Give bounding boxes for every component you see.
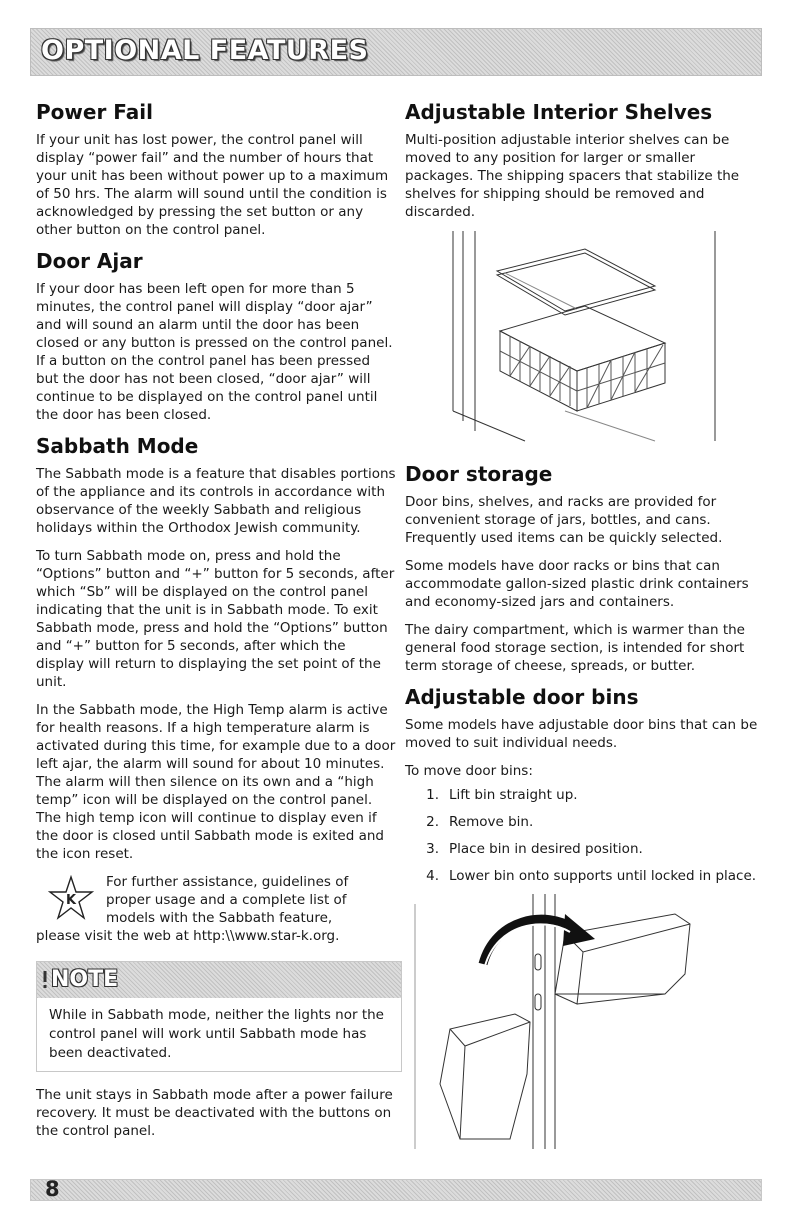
note-title: NOTE [51, 967, 119, 992]
star-k-link-text: please visit the web at http:\\www.star-k.org. [36, 928, 340, 944]
note-header [37, 962, 401, 998]
sabbath-section [36, 434, 396, 945]
left-column [36, 100, 396, 1150]
star-k-icon [48, 875, 94, 921]
exclamation-icon [41, 971, 49, 989]
door-bins-illustration [405, 894, 765, 1153]
sabbath-instructions: To turn Sabbath mode on, press and hold the “Options” button and “+” button for 5 seconds, after which “Sb” will be displayed on the control panel indicating that the unit is in Sabbath mode. To exit Sabbath mode, press and hold the “Options” button and “+” button for 5 seconds, after which the display will return to displaying the set point of the unit. [36, 548, 395, 690]
shelves-text: Multi-position adjustable interior shelves can be moved to any position for larger or smaller packages. The shipping spacers that stabilize the shelves for shipping should be removed and discarded. [405, 132, 740, 220]
note-text: While in Sabbath mode, neither the lights nor the control panel will work until Sabbath mode has been deactivated. [49, 1007, 384, 1061]
star-k-text: For further assistance, guidelines of proper usage and a complete list of models with the Sabbath feature, [106, 874, 349, 926]
door-bins-text: Some models have adjustable door bins that can be moved to suit individual needs. [405, 717, 758, 751]
step-item [405, 840, 765, 858]
door-storage-text-2: Some models have door racks or bins that can accommodate gallon-sized plastic drink containers and economy-sized jars and containers. [405, 558, 749, 610]
page-number: 8 [45, 1177, 60, 1201]
door-bins-instructions: To move door bins: [405, 763, 533, 779]
note-box [36, 961, 402, 1072]
door-bins-section [405, 685, 765, 885]
step-text: Lift bin straight up. [449, 787, 578, 803]
right-column [405, 100, 765, 1165]
step-number: 3. [426, 841, 439, 857]
sabbath-intro: The Sabbath mode is a feature that disables portions of the appliance and its controls in accordance with observance of the weekly Sabbath and religious holidays within the Orthodox Jewish community. [36, 466, 396, 536]
step-number: 4. [426, 868, 439, 884]
door-ajar-heading: Door Ajar [36, 249, 143, 273]
shelves-heading: Adjustable Interior Shelves [405, 100, 713, 124]
door-storage-text-1: Door bins, shelves, and racks are provided for convenient storage of jars, bottles, and cans. Frequently used items can be quickly selected. [405, 494, 723, 546]
sabbath-heading: Sabbath Mode [36, 434, 199, 458]
power-fail-heading: Power Fail [36, 100, 153, 124]
shelves-section [405, 100, 765, 221]
door-storage-text-3: The dairy compartment, which is warmer than the general food storage section, is intended for short term storage of cheese, spreads, or butter. [405, 622, 745, 674]
star-k-letter: K [65, 893, 77, 908]
door-ajar-text: If your door has been left open for more than 5 minutes, the control panel will display “door ajar” and will sound an alarm until the door has been closed or any button is pressed on the control panel. If a button on the control panel has been pressed but the door has not been closed, “door ajar” will continue to be displayed on the control panel until the door has been closed. [36, 281, 393, 423]
step-text: Remove bin. [449, 814, 534, 830]
step-number: 1. [426, 787, 439, 803]
page-title: OPTIONAL FEATURES [41, 35, 369, 66]
power-fail-section [36, 100, 396, 239]
step-text: Place bin in desired position. [449, 841, 643, 857]
shelves-illustration [405, 231, 765, 450]
sabbath-power-failure-text: The unit stays in Sabbath mode after a power failure recovery. It must be deactivated with the buttons on the control panel. [36, 1087, 393, 1139]
door-storage-section [405, 462, 765, 675]
step-text: Lower bin onto supports until locked in place. [449, 868, 757, 884]
door-bins-steps [405, 786, 765, 885]
step-item [405, 813, 765, 831]
section-banner [30, 28, 762, 76]
door-storage-heading: Door storage [405, 462, 553, 486]
power-fail-text: If your unit has lost power, the control panel will display “power fail” and the number of hours that your unit has been without power up to a maximum of 50 hrs. The alarm will sound until the condition is acknowledged by pressing the set button or any other button on the control panel. [36, 132, 389, 238]
door-ajar-section [36, 249, 396, 424]
star-k-notice [36, 873, 396, 945]
shelf-basket-drawing [405, 231, 725, 446]
sabbath-alarm-info: In the Sabbath mode, the High Temp alarm is active for health reasons. If a high temperature alarm is activated during this time, for example due to a door left ajar, the alarm will sound for about 10 minutes. The alarm will then silence on its own and a “high temp” icon will be displayed on the control panel. The high temp icon will continue to display even if the door is closed until Sabbath mode is exited and the icon reset. [36, 702, 396, 862]
step-item [405, 867, 765, 885]
door-bins-heading: Adjustable door bins [405, 685, 639, 709]
step-number: 2. [426, 814, 439, 830]
step-item [405, 786, 765, 804]
page-footer [30, 1179, 762, 1201]
door-bin-drawing [405, 894, 735, 1149]
